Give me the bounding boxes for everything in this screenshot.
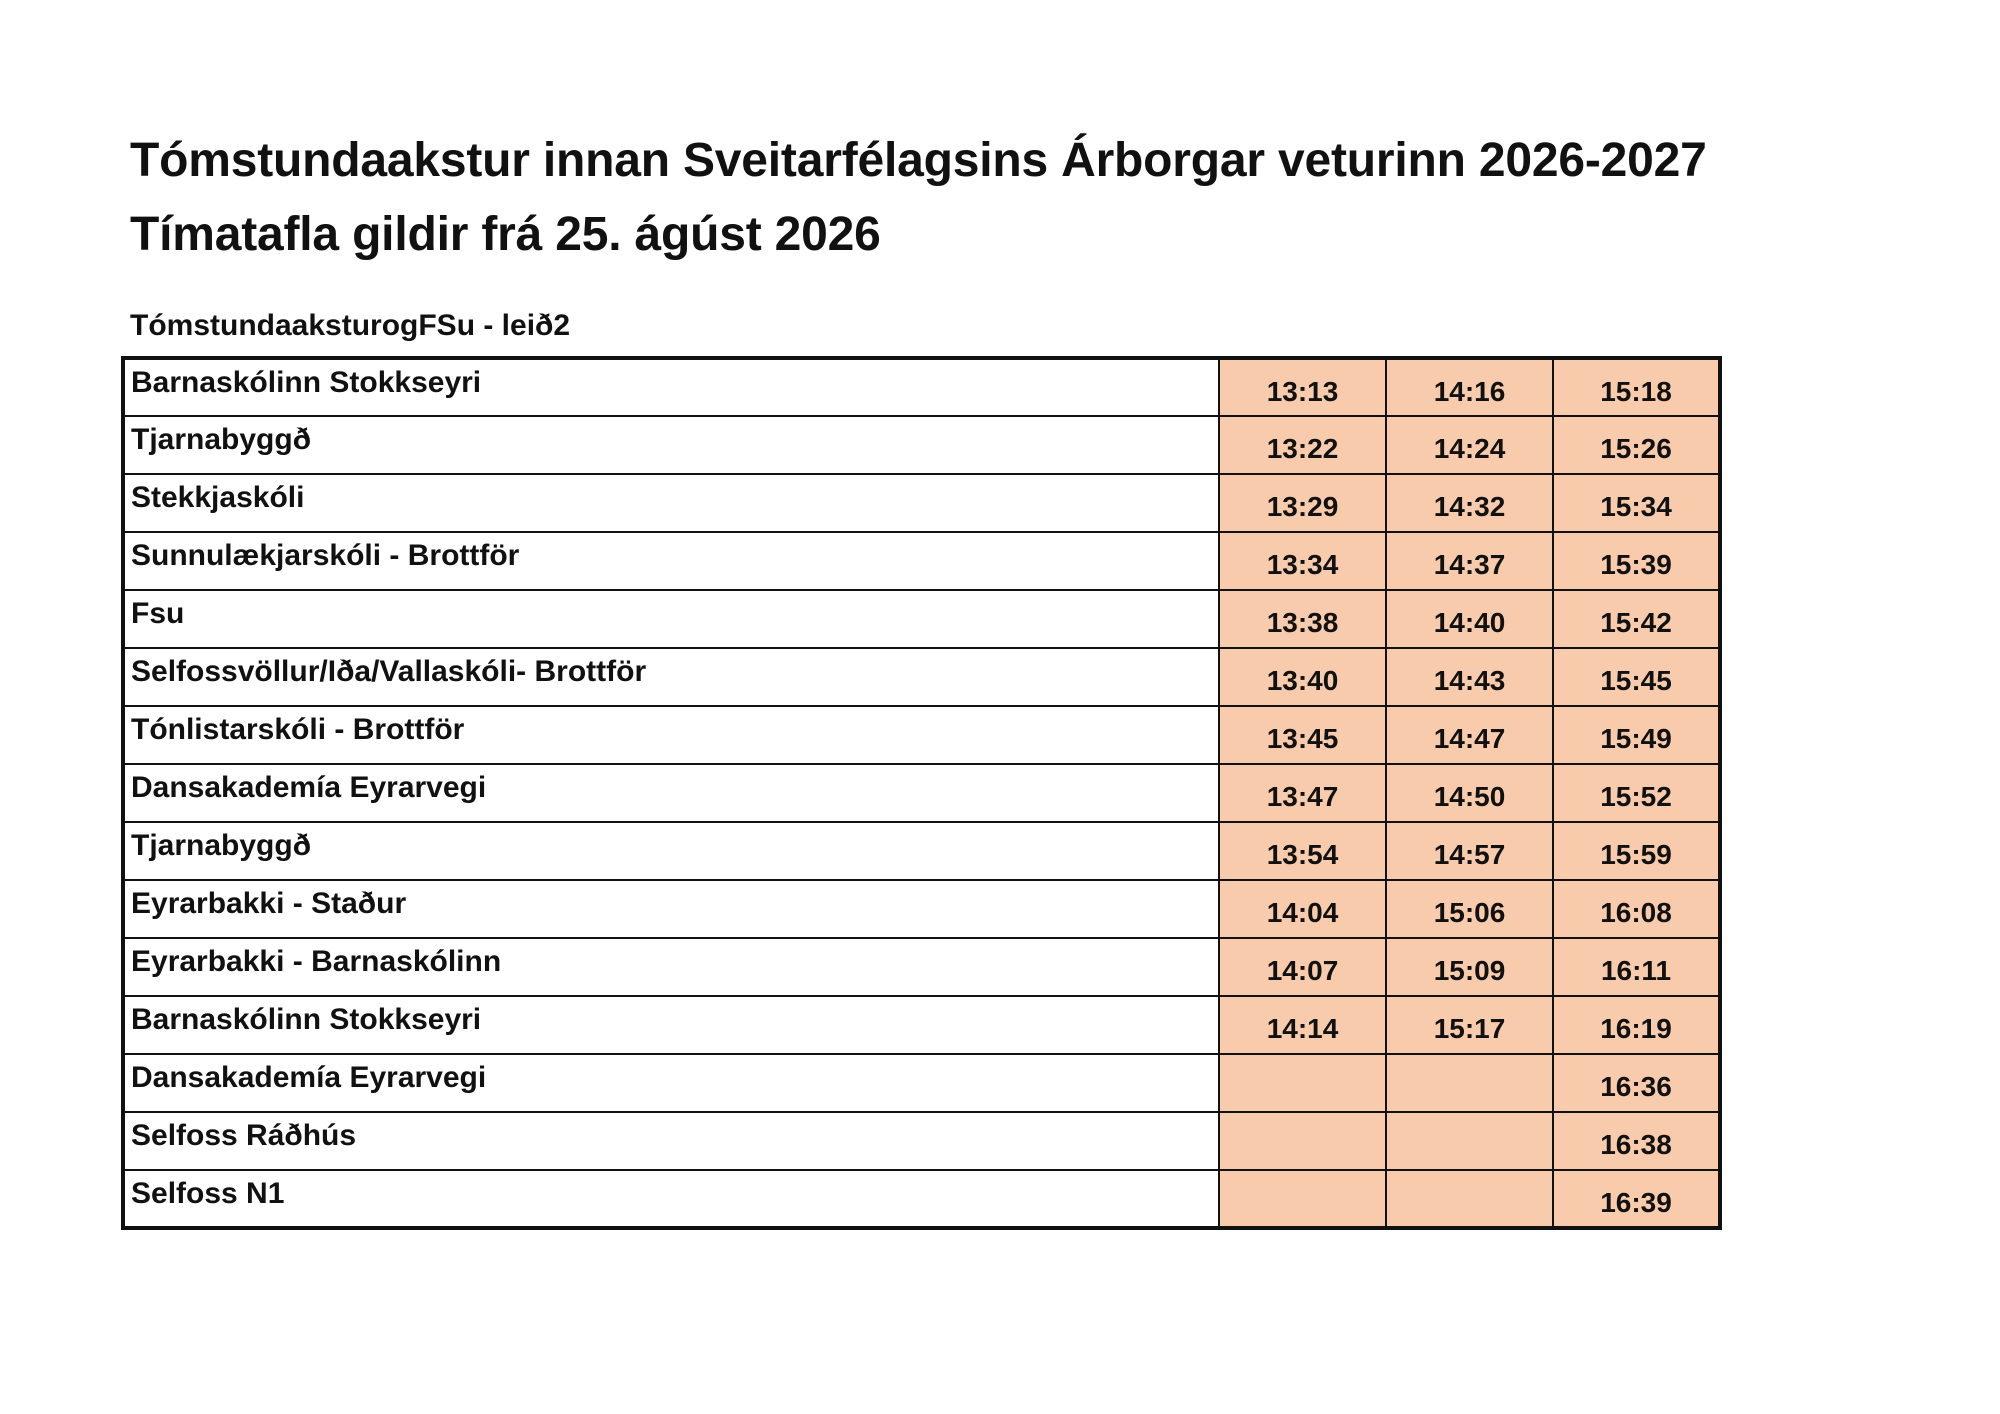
table-row	[123, 358, 1720, 416]
departure-time-3: 16:08	[1553, 880, 1720, 938]
stop-name: Dansakademía Eyrarvegi	[123, 764, 1219, 822]
departure-time-2	[1386, 1170, 1553, 1228]
departure-time-1: 14:14	[1219, 996, 1386, 1054]
departure-time-3: 15:18	[1553, 358, 1720, 416]
departure-time-1: 13:54	[1219, 822, 1386, 880]
departure-time-3: 15:34	[1553, 474, 1720, 532]
timetable	[121, 356, 1722, 1230]
stop-name: Selfoss Ráðhús	[123, 1112, 1219, 1170]
departure-time-1	[1219, 1054, 1386, 1112]
table-row	[123, 938, 1720, 996]
departure-time-3: 16:36	[1553, 1054, 1720, 1112]
departure-time-1	[1219, 1112, 1386, 1170]
table-row	[123, 1170, 1720, 1228]
departure-time-3: 15:49	[1553, 706, 1720, 764]
stop-name: Dansakademía Eyrarvegi	[123, 1054, 1219, 1112]
departure-time-1: 13:47	[1219, 764, 1386, 822]
departure-time-3: 15:26	[1553, 416, 1720, 474]
stop-name: Selfossvöllur/Iða/Vallaskóli- Brottför	[123, 648, 1219, 706]
route-label: TómstundaaksturogFSu - leið2	[130, 309, 571, 342]
stop-name: Eyrarbakki - Barnaskólinn	[123, 938, 1219, 996]
departure-time-1: 13:34	[1219, 532, 1386, 590]
departure-time-2: 15:17	[1386, 996, 1553, 1054]
table-row	[123, 706, 1720, 764]
departure-time-2: 15:09	[1386, 938, 1553, 996]
departure-time-3: 16:38	[1553, 1112, 1720, 1170]
departure-time-1: 13:40	[1219, 648, 1386, 706]
departure-time-2: 14:50	[1386, 764, 1553, 822]
page-title-line-1: Tómstundaakstur innan Sveitarfélagsins Árborgar veturinn 2026-2027	[130, 134, 1707, 187]
stop-name: Fsu	[123, 590, 1219, 648]
departure-time-2: 14:47	[1386, 706, 1553, 764]
page-title-line-2: Tímatafla gildir frá 25. ágúst 2026	[130, 208, 881, 261]
departure-time-2	[1386, 1054, 1553, 1112]
table-row	[123, 880, 1720, 938]
departure-time-2: 14:37	[1386, 532, 1553, 590]
departure-time-1: 13:13	[1219, 358, 1386, 416]
departure-time-3: 15:59	[1553, 822, 1720, 880]
departure-time-2: 15:06	[1386, 880, 1553, 938]
departure-time-1: 13:45	[1219, 706, 1386, 764]
departure-time-3: 15:52	[1553, 764, 1720, 822]
departure-time-1: 14:04	[1219, 880, 1386, 938]
stop-name: Barnaskólinn Stokkseyri	[123, 996, 1219, 1054]
table-row	[123, 416, 1720, 474]
departure-time-2: 14:24	[1386, 416, 1553, 474]
stop-name: Tjarnabyggð	[123, 822, 1219, 880]
departure-time-1: 13:38	[1219, 590, 1386, 648]
stop-name: Barnaskólinn Stokkseyri	[123, 358, 1219, 416]
departure-time-2: 14:32	[1386, 474, 1553, 532]
stop-name: Selfoss N1	[123, 1170, 1219, 1228]
timetable-body	[123, 358, 1720, 1228]
table-row	[123, 996, 1720, 1054]
departure-time-3: 16:11	[1553, 938, 1720, 996]
departure-time-2: 14:16	[1386, 358, 1553, 416]
departure-time-3: 15:45	[1553, 648, 1720, 706]
table-row	[123, 474, 1720, 532]
departure-time-3: 16:19	[1553, 996, 1720, 1054]
departure-time-3: 15:42	[1553, 590, 1720, 648]
departure-time-3: 15:39	[1553, 532, 1720, 590]
table-row	[123, 1054, 1720, 1112]
table-row	[123, 532, 1720, 590]
stop-name: Stekkjaskóli	[123, 474, 1219, 532]
departure-time-2: 14:43	[1386, 648, 1553, 706]
table-row	[123, 590, 1720, 648]
departure-time-1: 13:22	[1219, 416, 1386, 474]
table-row	[123, 764, 1720, 822]
stop-name: Tjarnabyggð	[123, 416, 1219, 474]
departure-time-1: 14:07	[1219, 938, 1386, 996]
departure-time-3: 16:39	[1553, 1170, 1720, 1228]
table-row	[123, 648, 1720, 706]
departure-time-2: 14:40	[1386, 590, 1553, 648]
departure-time-1	[1219, 1170, 1386, 1228]
stop-name: Eyrarbakki - Staður	[123, 880, 1219, 938]
departure-time-2	[1386, 1112, 1553, 1170]
table-row	[123, 822, 1720, 880]
departure-time-1: 13:29	[1219, 474, 1386, 532]
table-row	[123, 1112, 1720, 1170]
stop-name: Tónlistarskóli - Brottför	[123, 706, 1219, 764]
departure-time-2: 14:57	[1386, 822, 1553, 880]
stop-name: Sunnulækjarskóli - Brottför	[123, 532, 1219, 590]
